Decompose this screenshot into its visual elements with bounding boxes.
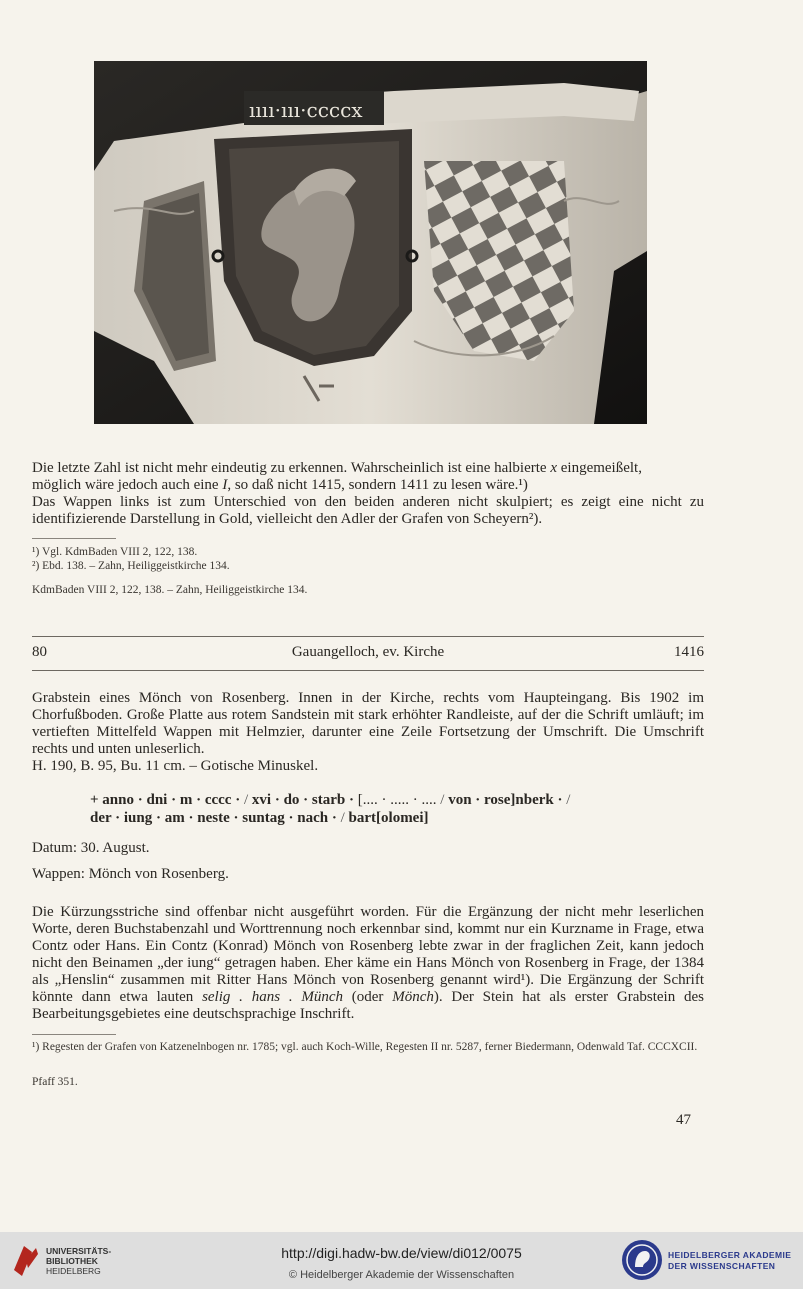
stone-photo bbox=[94, 61, 647, 424]
upper-para-1: Die letzte Zahl ist nicht mehr eindeutig zu erkennen. Wahrscheinlich ist eine halbierte x eingemeißelt, möglich wäre jedoch auch eine I, so daß nicht 1415, sondern 1411 zu lesen wäre.¹) bbox=[32, 460, 642, 493]
datum-line: Datum: 30. August. bbox=[32, 840, 150, 856]
upper-commentary bbox=[32, 460, 704, 528]
footnote-divider bbox=[32, 1034, 116, 1035]
header-rule-bottom bbox=[32, 670, 704, 671]
header-rule-top bbox=[32, 636, 704, 637]
entry-description bbox=[32, 690, 704, 775]
permalink-url[interactable]: http://digi.hadw-bw.de/view/di012/0075 bbox=[281, 1245, 522, 1261]
footnote-divider bbox=[32, 538, 116, 539]
entry-number: 80 bbox=[32, 644, 47, 660]
entry-header bbox=[32, 644, 704, 664]
photo-inscription: ıııı·ııı·ccccx bbox=[249, 98, 363, 122]
copyright-notice: © Heidelberger Akademie der Wissenschaften bbox=[288, 1269, 515, 1281]
entry-title: Gauangelloch, ev. Kirche bbox=[291, 644, 445, 660]
hadw-logo-text[interactable]: HEIDELBERGER AKADEMIE DER WISSENSCHAFTEN bbox=[668, 1250, 792, 1271]
entry-commentary bbox=[32, 904, 704, 1023]
footnote: ²) Ebd. 138. – Zahn, Heiliggeistkirche 134. bbox=[32, 560, 230, 572]
footnote: ¹) Vgl. KdmBaden VIII 2, 122, 138. bbox=[32, 546, 198, 558]
dimensions-text: H. 190, B. 95, Bu. 11 cm. – Gotische Minuskel. bbox=[32, 758, 319, 774]
capital-relief-image bbox=[94, 61, 647, 424]
wappen-line: Wappen: Mönch von Rosenberg. bbox=[32, 866, 229, 882]
ub-heidelberg-logo-text[interactable]: UNIVERSITÄTS- BIBLIOTHEK HEIDELBERG bbox=[46, 1246, 112, 1276]
lower-source: Pfaff 351. bbox=[32, 1076, 78, 1088]
entry-year: 1416 bbox=[674, 644, 704, 660]
description-text: Grabstein eines Mönch von Rosenberg. Innen in der Kirche, rechts vom Haupteingang. Bis 1902 im Chorfußboden. Große Platte aus rotem Sandstein mit stark erhöhter Randleiste, auf der die Schrift umläuft; im vertieften Mittelfeld Wappen mit Helmzier, darunter eine Zeile Fortsetzung der Umschrift. Die Umschrift rechts und unten unleserlich. bbox=[32, 690, 704, 757]
commentary-text: Die Kürzungsstriche sind offenbar nicht ausgeführt worden. Für die Ergänzung der nicht mehr leserlichen Worte, deren Buchstabenzahl und Worttrennung noch erkennbar sind, kommt nur ein Kurzname in Frage, etwa Contz oder Hans. Ein Contz (Konrad) Mönch von Rosenberg lebte zwar in der fraglichen Zeit, kann jedoch nicht den Beinamen „der iung“ getragen haben. Eher käme ein Hans Mönch von Rosenberg in Frage, der 1384 als „Henslin“ zusammen mit Ritter Hans Mönch von Rosenberg genannt wird¹). Die Ergänzung der Schrift könnte dann etwa lauten selig . hans . Münch (oder Mönch). Der Stein hat als erster Grabstein des Bearbeitungsgebietes eine deutschsprachige Inschrift. bbox=[32, 904, 704, 1022]
inscription-text: + anno · dni · m · cccc · / xvi · do · starb · [.... · ..... · .... / von · rose]nberk · / der · iung · am · neste · suntag · nach · / bart[olomei] bbox=[90, 792, 571, 826]
upper-sources: KdmBaden VIII 2, 122, 138. – Zahn, Heiliggeistkirche 134. bbox=[32, 584, 308, 596]
hadw-seal-icon[interactable] bbox=[621, 1239, 663, 1281]
upper-para-2: Das Wappen links ist zum Unterschied von den beiden anderen nicht skulpiert; es zeigt eine nicht zu identifizierende Darstellung in Gold, vielleicht den Adler der Grafen von Scheyern²). bbox=[32, 494, 704, 527]
page-number: 47 bbox=[676, 1112, 691, 1128]
upper-footnotes bbox=[32, 545, 704, 573]
lower-footnote: ¹) Regesten der Grafen von Katzenelnbogen nr. 1785; vgl. auch Koch-Wille, Regesten II nr. 5287, ferner Biedermann, Odenwald Taf. CCCXCII. bbox=[32, 1041, 698, 1053]
